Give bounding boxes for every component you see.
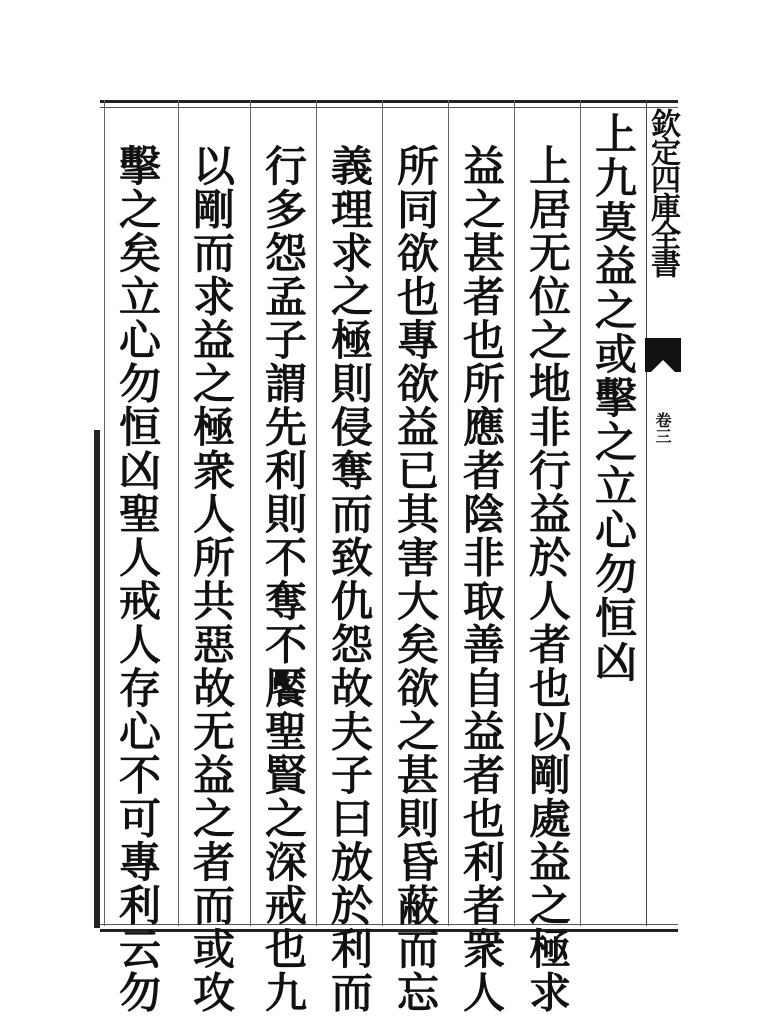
text-column-8: [104, 100, 170, 1014]
fish-tail-mark: [645, 338, 681, 372]
column-text: 上居无位之地非行益於人者也以剛處益之極求: [523, 144, 572, 1014]
margin-strip: [646, 100, 678, 926]
column-text: 益之甚者也所應者陰非取善自益者也利者衆人: [457, 144, 506, 1014]
column-text: 擊之矣立心勿恒凶聖人戒人存心不可專利云勿: [113, 144, 162, 1014]
text-column-1: [580, 100, 646, 926]
text-column-6: [250, 100, 316, 1014]
text-column-4: [382, 100, 448, 1014]
column-text: 行多怨孟子謂先利則不奪不饜聖賢之深戒也九: [259, 144, 308, 1014]
column-text: 義理求之極則侵奪而致仇怨故夫子曰放於利而: [325, 144, 374, 1014]
column-text: 所同欲也專欲益已其害大矣欲之甚則昏蔽而忘: [391, 144, 440, 1014]
book-title: 欽定四庫全書: [645, 108, 680, 276]
text-column-7: [178, 100, 244, 1014]
text-column-3: [448, 100, 514, 1014]
text-column-2: [514, 100, 580, 1014]
left-margin-rule: [94, 430, 100, 928]
column-text: 上九莫益之或擊之立心勿恒凶: [589, 112, 638, 684]
text-column-5: [316, 100, 382, 1014]
volume-label: 卷三: [653, 412, 672, 444]
column-text: 以剛而求益之極衆人所共惡故无益之者而或攻: [187, 144, 236, 1014]
